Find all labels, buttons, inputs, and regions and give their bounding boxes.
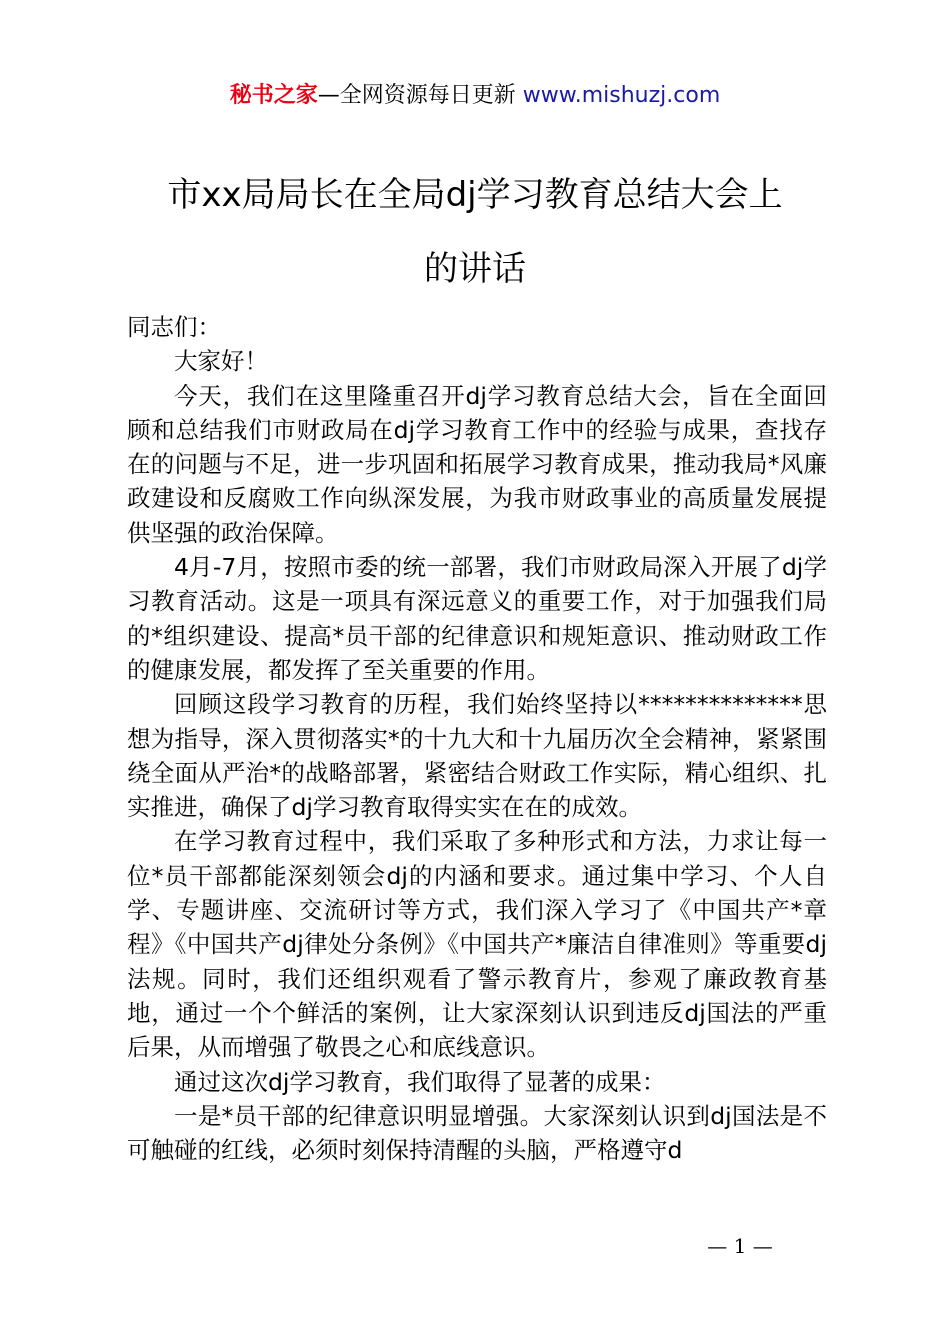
title-line-1: 市xx局局长在全局dj学习教育总结大会上 [167, 175, 783, 215]
site-url-link[interactable]: www.mishuzj.com [522, 83, 721, 108]
site-banner [0, 80, 950, 112]
paragraph-background: 4月-7月，按照市委的统一部署，我们市财政局深入开展了dj学习教育活动。这是一项具有深远意义的重要工作，对于加强我们局的*组织建设、提高*员干部的纪律意识和规矩意识、推动财政工作的健康发展，都发挥了至关重要的作用。 [127, 553, 827, 684]
paragraph-opening: 今天，我们在这里隆重召开dj学习教育总结大会，旨在全面回顾和总结我们市财政局在dj学习教育工作中的经验与成果，查找存在的问题与不足，进一步巩固和拓展学习教育成果，推动我局*风廉政建设和反腐败工作向纵深发展，为我市财政事业的高质量发展提供坚强的政治保障。 [127, 381, 827, 547]
page-number: — 1 — [707, 1234, 773, 1258]
document-title [120, 158, 830, 306]
brand-name: 秘书之家 [229, 83, 318, 108]
paragraph-review: 回顾这段学习教育的历程，我们始终坚持以**************思想为指导，深入贯彻落实*的十九大和十九届历次全会精神，紧紧围绕全面从严治*的战略部署，紧密结合财政工作实际，精心组织、扎实推进，确保了dj学习教育取得实实在在的成效。 [127, 690, 827, 822]
salutation: 同志们： [127, 313, 221, 341]
paragraph-results-intro: 通过这次dj学习教育，我们取得了显著的成果： [174, 1067, 666, 1096]
banner-tagline: —全网资源每日更新 [317, 83, 523, 108]
paragraph-result-one: 一是*员干部的纪律意识明显增强。大家深刻认识到dj国法是不可触碰的红线，必须时刻保持清醒的头脑，严格遵守d [127, 1101, 827, 1165]
paragraph-greeting: 大家好！ [174, 347, 268, 376]
title-line-2: 的讲话 [424, 249, 526, 289]
document-body [127, 310, 827, 1167]
paragraph-methods: 在学习教育过程中，我们采取了多种形式和方法，力求让每一位*员干部都能深刻领会dj的内涵和要求。通过集中学习、个人自学、专题讲座、交流研讨等方式，我们深入学习了《中国共产*章程》《中国共产dj律处分条例》《中国共产*廉洁自律准则》等重要dj法规。同时，我们还组织观看了警示教育片，参观了廉政教育基地，通过一个个鲜活的案例，让大家深刻认识到违反dj国法的严重后果，从而增强了敬畏之心和底线意识。 [127, 827, 827, 1062]
